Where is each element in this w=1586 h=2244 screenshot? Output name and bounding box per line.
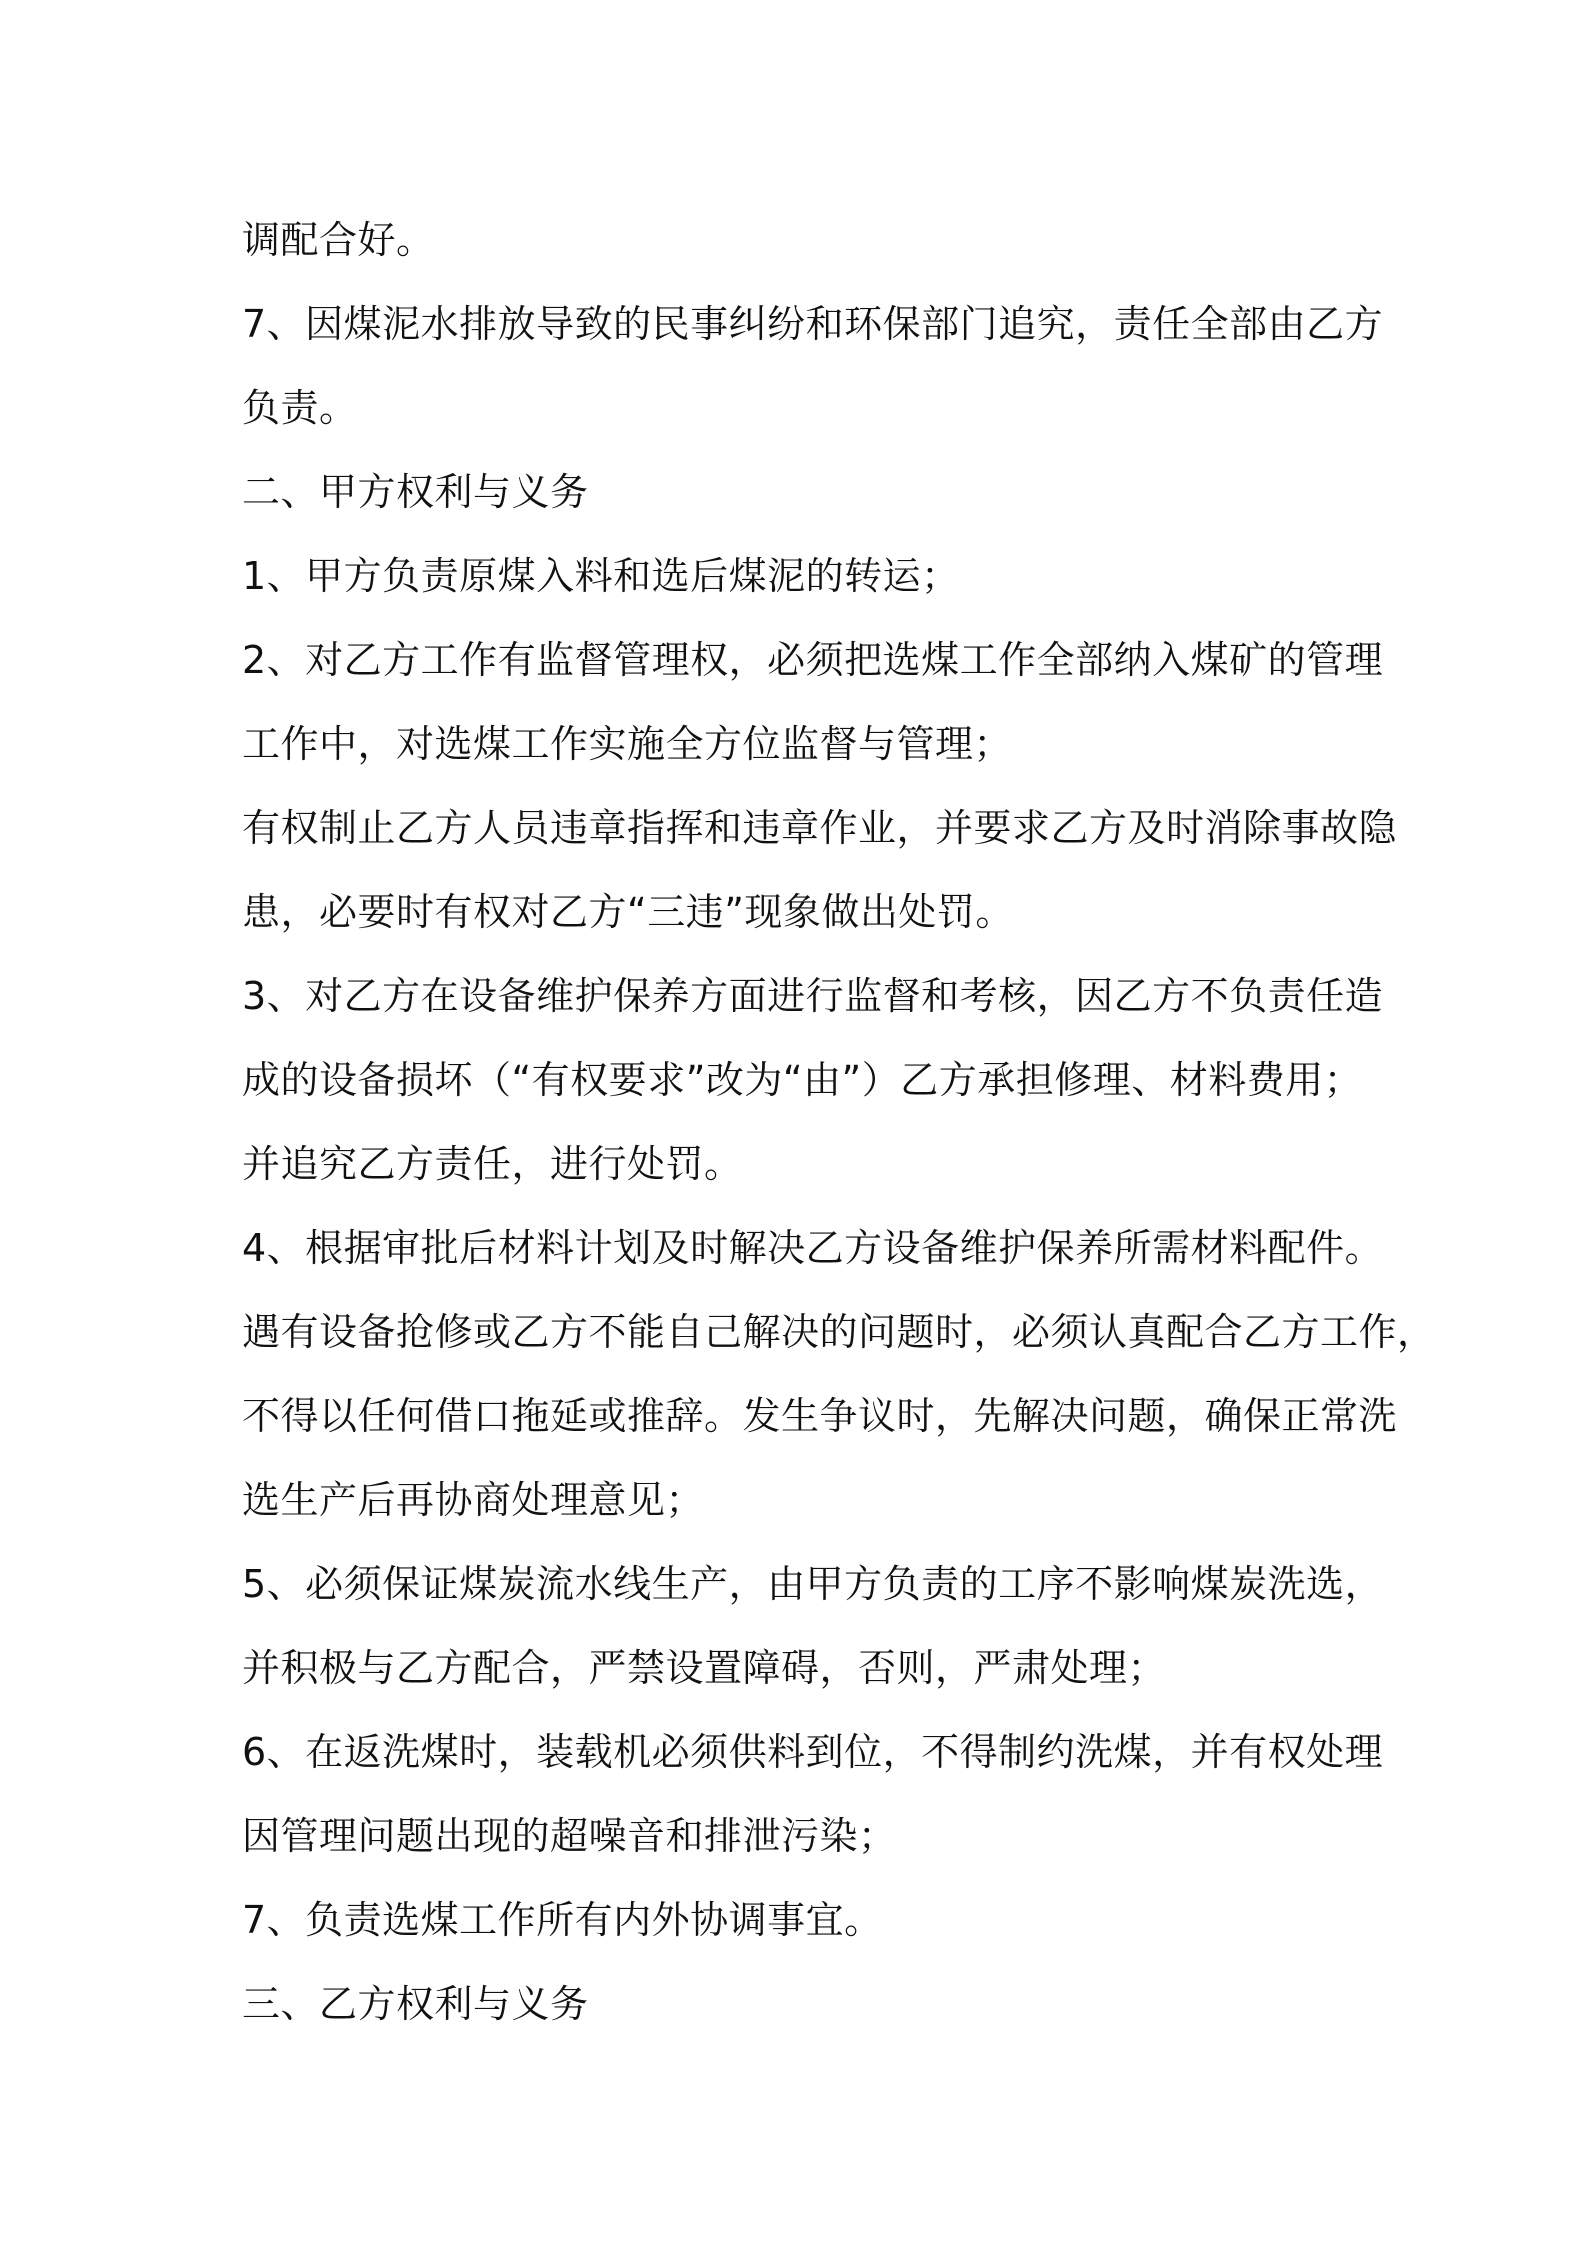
text-line: 调配合好。 (242, 218, 435, 262)
text-line: 遇有设备抢修或乙方不能自己解决的问题时，必须认真配合乙方工作， (242, 1310, 1436, 1354)
text-line: 有权制止乙方人员违章指挥和违章作业，并要求乙方及时消除事故隐 (242, 806, 1398, 850)
text-line: 2、对乙方工作有监督管理权，必须把选煤工作全部纳入煤矿的管理 (242, 638, 1384, 682)
text-line: 成的设备损坏（“有权要求”改为“由”）乙方承担修理、材料费用； (242, 1058, 1363, 1102)
text-line: 4、根据审批后材料计划及时解决乙方设备维护保养所需材料配件。 (242, 1226, 1384, 1270)
text-line: 3、对乙方在设备维护保养方面进行监督和考核，因乙方不负责任造 (242, 974, 1384, 1018)
text-line: 选生产后再协商处理意见； (242, 1478, 705, 1522)
section-heading: 二、甲方权利与义务 (242, 470, 589, 514)
section-heading: 三、乙方权利与义务 (242, 1982, 589, 2026)
text-line: 1、甲方负责原煤入料和选后煤泥的转运； (242, 554, 960, 598)
document-body (242, 198, 1436, 2046)
text-line: 5、必须保证煤炭流水线生产，由甲方负责的工序不影响煤炭洗选， (242, 1562, 1384, 1606)
text-line: 因管理问题出现的超噪音和排泄污染； (242, 1814, 897, 1858)
text-line: 并追究乙方责任，进行处罚。 (242, 1142, 743, 1186)
text-line: 患，必要时有权对乙方“三违”现象做出处罚。 (242, 890, 1014, 934)
text-line: 7、负责选煤工作所有内外协调事宜。 (242, 1898, 883, 1942)
text-line: 6、在返洗煤时，装载机必须供料到位，不得制约洗煤，并有权处理 (242, 1730, 1384, 1774)
text-line: 不得以任何借口拖延或推辞。发生争议时，先解决问题，确保正常洗 (242, 1394, 1398, 1438)
text-line: 并积极与乙方配合，严禁设置障碍，否则，严肃处理； (242, 1646, 1167, 1690)
text-line: 工作中，对选煤工作实施全方位监督与管理； (242, 722, 1013, 766)
text-line: 负责。 (242, 386, 358, 430)
text-line: 7、因煤泥水排放导致的民事纠纷和环保部门追究，责任全部由乙方 (242, 302, 1384, 346)
